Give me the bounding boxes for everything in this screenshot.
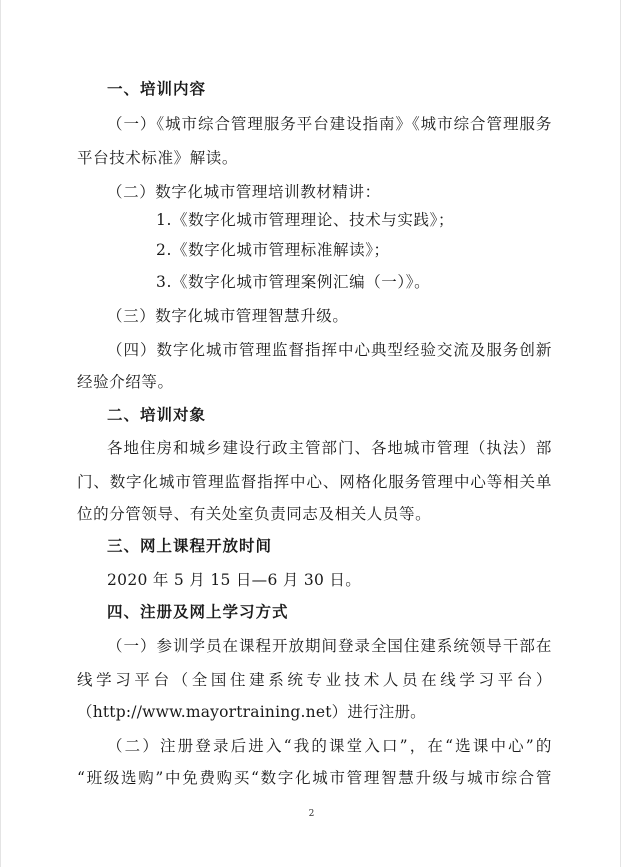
paragraph-line: 各地住房和城乡建设行政主管部门、各地城市管理（执法）部 xyxy=(107,439,552,457)
paragraph-line: “班级选购”中免费购买“数字化城市管理智慧升级与城市综合管 xyxy=(77,769,552,787)
section-heading-course-time: 三、网上课程开放时间 xyxy=(107,537,273,555)
course-date-range: 2020 年 5 月 15 日—6 月 30 日。 xyxy=(107,571,362,589)
list-item: 2.《数字化城市管理标准解读》； xyxy=(156,241,390,259)
paragraph-line: （二）注册登录后进入“我的课堂入口”，在“选课中心”的 xyxy=(107,737,552,755)
paragraph-line: （一）《城市综合管理服务平台建设指南》《城市综合管理服务 xyxy=(107,115,552,133)
paragraph-line: 经验介绍等。 xyxy=(77,373,174,391)
paragraph-line: 平台技术标准》解读。 xyxy=(77,149,239,167)
paragraph-line: （三）数字化城市管理智慧升级。 xyxy=(107,307,349,325)
website-url-line: （http://www.mayortraining.net）进行注册。 xyxy=(77,703,426,721)
paragraph-line: （四）数字化城市管理监督指挥中心典型经验交流及服务创新 xyxy=(107,341,552,359)
page-number: 2 xyxy=(308,809,315,819)
paragraph-line: 位的分管领导、有关处室负责同志及相关人员等。 xyxy=(77,505,432,523)
paragraph-line: 门、数字化城市管理监督指挥中心、网格化服务管理中心等相关单 xyxy=(77,473,552,491)
paragraph-line: 线学习平台（全国住建系统专业技术人员在线学习平台） xyxy=(77,671,552,689)
section-heading-training-content: 一、培训内容 xyxy=(107,80,207,98)
list-item: 3.《数字化城市管理案例汇编（一）》。 xyxy=(156,273,431,291)
section-heading-registration: 四、注册及网上学习方式 xyxy=(107,603,289,621)
paragraph-line: （一）参训学员在课程开放期间登录全国住建系统领导干部在 xyxy=(107,637,552,655)
list-item: 1.《数字化城市管理理论、技术与实践》； xyxy=(156,211,455,229)
section-heading-training-target: 二、培训对象 xyxy=(107,406,207,424)
paragraph-line: （二）数字化城市管理培训教材精讲： xyxy=(107,183,381,201)
